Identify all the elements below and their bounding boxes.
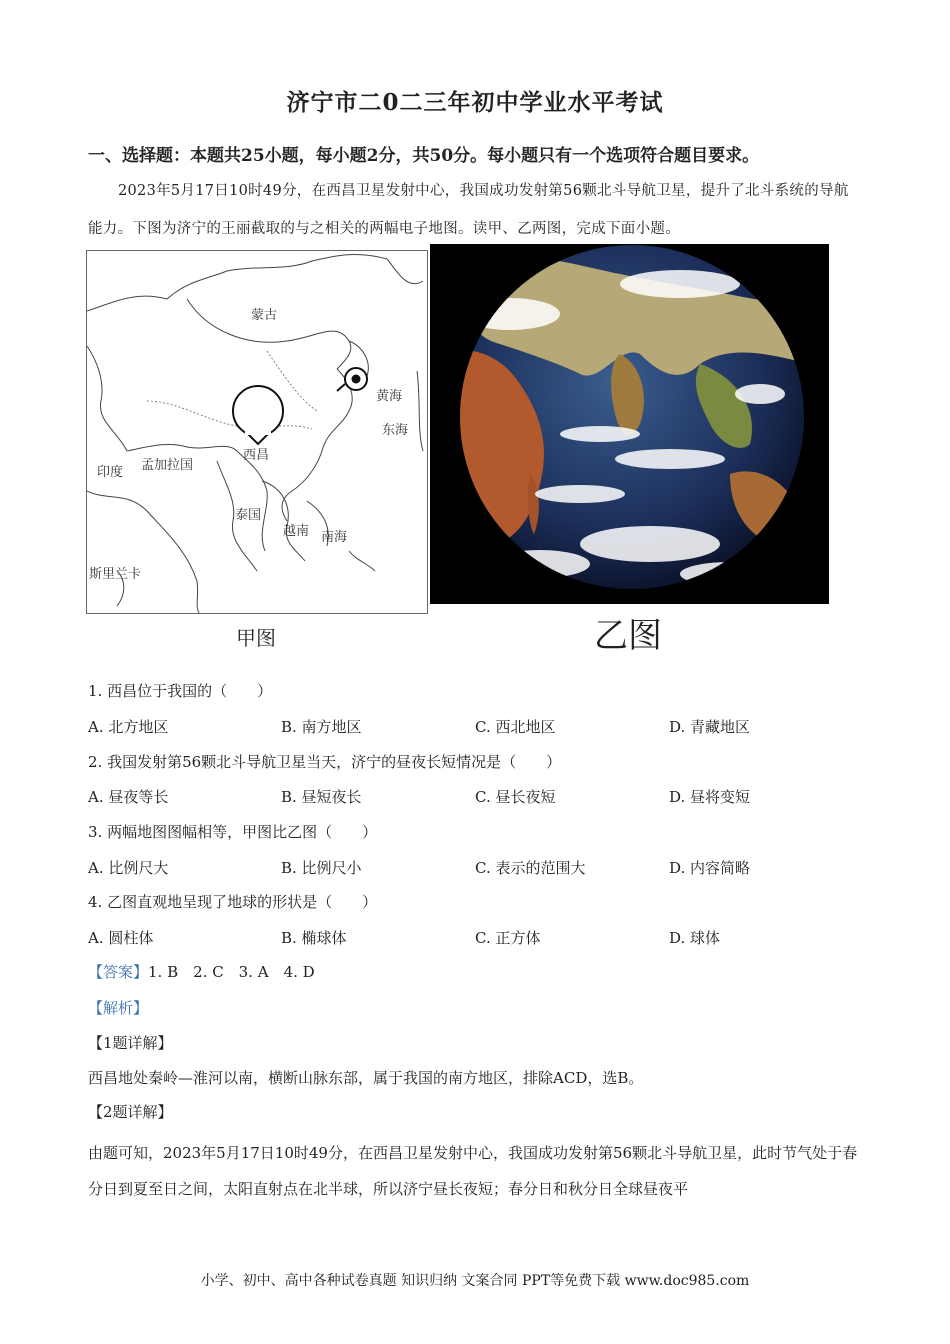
label-india: 印度 [97, 465, 124, 480]
label-yellow-sea: 黄海 [376, 389, 403, 404]
option-3c: C. 表示的范围大 [475, 859, 586, 877]
label-south-sea: 南海 [321, 530, 348, 545]
label-sri-lanka: 斯里兰卡 [89, 567, 142, 582]
map-jia [86, 250, 428, 614]
caption-yi: 乙图 [594, 616, 662, 656]
analysis-tag: 【解析】 [88, 999, 149, 1017]
question-3: 3. 两幅地图图幅相等，甲图比乙图（ ） [88, 823, 378, 841]
location-pin-icon [233, 383, 296, 445]
detail2-text: 由题可知，2023年5月17日10时49分，在西昌卫星发射中心，我国成功发射第56颗北斗导航卫星，此时节气处于春分日到夏至日之间，太阳直射点在北半球，所以济宁昼长夜短；春分日和秋分日全球昼夜平 [88, 1144, 858, 1198]
label-mongolia: 蒙古 [251, 308, 278, 323]
option-3d: D. 内容简略 [669, 859, 751, 877]
option-2a: A. 昼夜等长 [88, 788, 169, 806]
page-title: 济宁市二0二三年初中学业水平考试 [286, 89, 664, 116]
option-4a: A. 圆柱体 [88, 929, 154, 947]
option-4d: D. 球体 [669, 929, 721, 947]
option-4b: B. 椭球体 [281, 929, 347, 947]
caption-jia: 甲图 [236, 626, 276, 650]
option-1d: D. 青藏地区 [669, 718, 751, 736]
detail1-tag: 【1题详解】 [88, 1034, 173, 1052]
answer-tag: 【答案】 [88, 963, 149, 981]
label-xichang: 西昌 [243, 448, 270, 463]
option-1b: B. 南方地区 [281, 718, 362, 736]
option-3a: A. 比例尺大 [88, 859, 169, 877]
option-2d: D. 昼将变短 [669, 788, 751, 806]
earth-photo [430, 244, 829, 604]
option-2c: C. 昼长夜短 [475, 788, 556, 806]
location-dot-icon [337, 368, 367, 391]
question-2: 2. 我国发射第56颗北斗导航卫星当天，济宁的昼夜长短情况是（ ） [88, 753, 562, 771]
option-1c: C. 西北地区 [475, 718, 556, 736]
answer-text: 1. B 2. C 3. A 4. D [148, 963, 315, 981]
label-east-sea: 东海 [382, 423, 409, 438]
option-4c: C. 正方体 [475, 929, 541, 947]
label-thailand: 泰国 [235, 508, 262, 523]
answer-line [88, 961, 315, 982]
question-1: 1. 西昌位于我国的（ ） [88, 682, 273, 700]
option-3b: B. 比例尺小 [281, 859, 362, 877]
label-vietnam: 越南 [283, 524, 310, 539]
detail1-text: 西昌地处秦岭—淮河以南，横断山脉东部，属于我国的南方地区，排除ACD，选B。 [88, 1069, 644, 1087]
option-1a: A. 北方地区 [88, 718, 169, 736]
question-4: 4. 乙图直观地呈现了地球的形状是（ ） [88, 893, 378, 911]
option-2b: B. 昼短夜长 [281, 788, 362, 806]
detail2-tag: 【2题详解】 [88, 1103, 173, 1121]
intro-paragraph: 2023年5月17日10时49分，在西昌卫星发射中心，我国成功发射第56颗北斗导航卫星，提升了北斗系统的导航能力。下图为济宁的王丽截取的与之相关的两幅电子地图。读甲、乙两图，完成下面小题。 [88, 183, 849, 237]
page-footer: 小学、初中、高中各种试卷真题 知识归纳 文案合同 PPT等免费下载 www.doc985.com [200, 1273, 750, 1289]
label-bangladesh: 孟加拉国 [141, 458, 194, 473]
section-heading: 一、选择题：本题共25小题，每小题2分，共50分。每小题只有一个选项符合题目要求。 [88, 146, 760, 166]
